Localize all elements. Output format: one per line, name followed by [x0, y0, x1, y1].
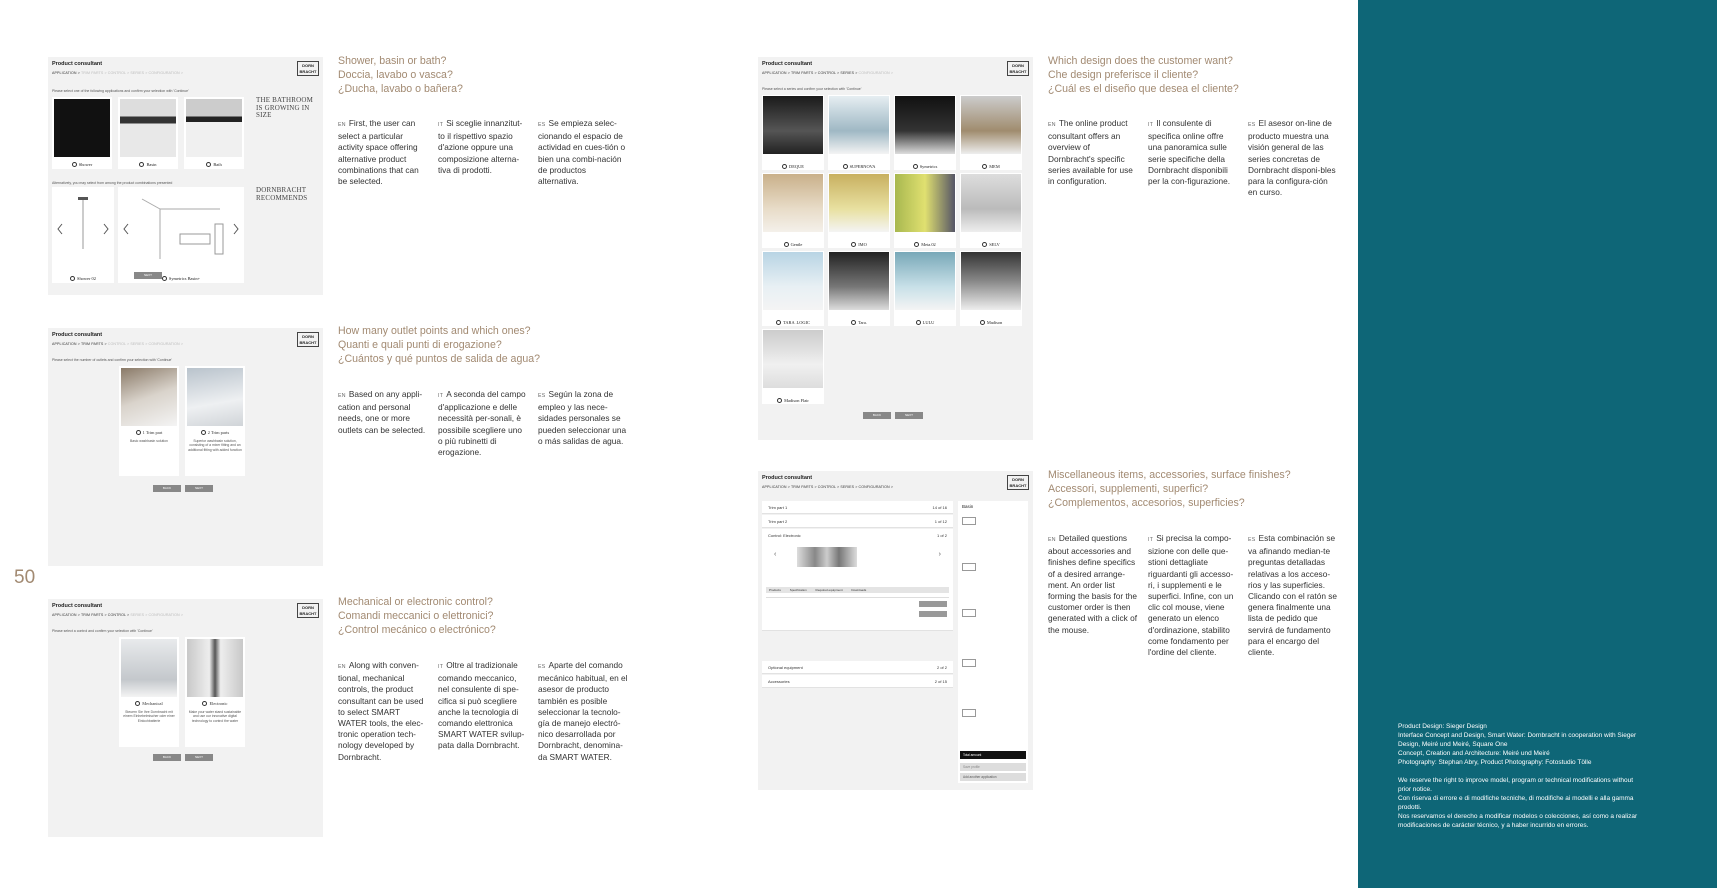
lang-tag: ES	[538, 664, 546, 670]
app-title: Product consultant	[52, 61, 103, 67]
question-es: ¿Complementos, accesorios, superficies?	[1048, 497, 1245, 509]
total-amount: Total amount	[960, 751, 1026, 759]
back-button[interactable]: BACK	[153, 754, 181, 761]
series-tile[interactable]	[762, 95, 824, 170]
radio-icon[interactable]	[913, 164, 918, 169]
choose-button[interactable]	[919, 611, 947, 617]
electronic-image	[187, 639, 243, 697]
body-text: Oltre al tradizionale comando meccanico, nel consulente di spe-cifica si può scegliere anche la tecnologia di comando elettronica SMART WATER svilup-pata dalla Dornbracht.	[438, 660, 525, 751]
screenshot-control	[48, 599, 323, 837]
crumb-trim: TRIM PARTS >	[80, 71, 107, 75]
option-1-trim[interactable]	[119, 366, 179, 476]
question-it: Quanti e quali punti di erogazione?	[338, 339, 502, 351]
series-tile[interactable]	[894, 173, 956, 248]
series-label: DEQUE	[789, 163, 804, 169]
crumb-application[interactable]: APPLICATION >	[52, 71, 80, 75]
shower-sketch-icon	[54, 189, 112, 267]
series-image	[763, 174, 823, 232]
lang-tag: IT	[438, 393, 444, 399]
question-es: ¿Ducha, lavabo o bañera?	[338, 83, 463, 95]
lang-tag: EN	[338, 393, 346, 399]
series-tile[interactable]	[828, 251, 890, 326]
crumb-series: SERIES >	[130, 342, 148, 346]
body-text: A seconda del campo d'applicazione e delle necessità per-sonali, è possibile scegliere uno o più rubinetti di erogazione.	[438, 389, 526, 458]
notice-line: We reserve the right to improve model, program or technical modifications without prior notice.	[1398, 777, 1634, 793]
series-tile[interactable]	[894, 95, 956, 170]
series-label: LULU	[922, 319, 935, 325]
text-it	[438, 389, 528, 458]
crumb-configuration: CONFIGURATION >	[148, 342, 184, 346]
accordion-row[interactable]	[762, 675, 953, 688]
lang-tag: ES	[1248, 122, 1256, 128]
tab-specification[interactable]: Specification	[789, 588, 807, 592]
series-tile[interactable]	[762, 173, 824, 248]
row-label: Trim part 2	[768, 519, 788, 524]
screenshot-trim-parts	[48, 328, 323, 566]
body-text: The online product consultant offers an overview of Dornbracht's specific series available for use in configuration.	[1048, 118, 1133, 187]
option-label: 1 Trim part	[142, 430, 163, 435]
series-tile[interactable]	[894, 251, 956, 326]
lang-tag: IT	[438, 122, 444, 128]
body-text: Esta combinación se va afinando median-te preguntas detalladas relativas a los acceso-rios y las superficies. Clicando con el ratón se genera finalmente una lista de pedido que servirá de fundamento para el encargo del cliente.	[1248, 533, 1338, 658]
option-label: 2 Trim parts	[207, 430, 230, 435]
series-image	[829, 96, 889, 154]
combo-symetrics-image	[120, 189, 242, 267]
series-label: Meta.02	[921, 241, 936, 247]
dornbracht-logo: DORN BRACHT	[1007, 61, 1029, 76]
body-text: Along with conven-tional, mechanical controls, the product consultant can be used to select SMART WATER tools, the elec-tronic operation tech-nology developed by Dornbracht.	[338, 660, 424, 762]
crumb-configuration: CONFIGURATION >	[148, 613, 184, 617]
crumb-trim[interactable]: TRIM PARTS >	[80, 613, 107, 617]
text-es	[538, 660, 628, 763]
section-question	[338, 324, 540, 366]
trim-2-image	[187, 368, 243, 426]
radio-icon[interactable]	[843, 164, 848, 169]
option-bath[interactable]	[184, 97, 244, 169]
radio-icon[interactable]	[914, 242, 919, 247]
crumb-trim[interactable]: TRIM PARTS >	[790, 485, 817, 489]
lang-tag: EN	[338, 664, 346, 670]
series-label: Madison	[986, 319, 1003, 325]
body-text: Si precisa la compo-sizione con delle que-stioni dettagliate riguardanti gli accesso-ri, i supplementi e le superfici. Infine, con un clic col mouse, viene generato un elenco d'ordinazione, stabilito come fondamento per l'ordine del cliente.	[1148, 533, 1234, 658]
crumb-configuration[interactable]: CONFIGURATION >	[858, 485, 894, 489]
row-label: Control: Electronic	[768, 533, 801, 538]
breadcrumb	[52, 342, 183, 346]
question-en: Shower, basin or bath?	[338, 55, 447, 67]
crumb-series[interactable]: SERIES >	[840, 71, 858, 75]
app-title: Product consultant	[762, 475, 813, 481]
combo-shower[interactable]	[52, 187, 114, 283]
radio-icon[interactable]	[776, 320, 781, 325]
question-it: Doccia, lavabo o vasca?	[338, 69, 453, 81]
basket-title: Basin	[962, 504, 974, 509]
accordion-row[interactable]	[762, 501, 953, 514]
radio-icon[interactable]	[784, 242, 789, 247]
question-it: Comandi meccanici o elettronici?	[338, 610, 494, 622]
option-desc: Superior washbasin solution, consisting of a mixer fitting and an additional fitting with added function	[188, 439, 242, 452]
body-text: Aparte del comando mecánico habitual, en el asesor de producto también es posible seleccionar la tecnolo-gía de manejo electró-nico desarrollada por Dornbracht, denomina-da SMART WATER.	[538, 660, 628, 762]
crumb-control: CONTROL >	[107, 342, 130, 346]
series-label: MEM	[989, 163, 1000, 169]
bathroom-sketch-icon	[120, 189, 242, 267]
chevron-right-icon[interactable]: ›	[938, 551, 941, 558]
screenshot-series	[758, 57, 1033, 440]
side-heading-bathroom: THE BATHROOM IS GROWING IN SIZE	[256, 96, 314, 119]
next-button[interactable]: NEXT	[895, 412, 923, 419]
section-question	[1048, 468, 1291, 510]
option-label: Bath	[213, 161, 222, 167]
series-label: IMO	[858, 241, 867, 247]
series-label: Tara.	[858, 319, 867, 325]
option-desc: Make your water stand sustainable and use our innovative digital technology to control the water	[188, 710, 242, 723]
mechanical-image	[121, 639, 177, 697]
radio-icon[interactable]	[70, 276, 75, 281]
breadcrumb	[52, 71, 183, 75]
series-image	[895, 174, 955, 232]
crumb-control[interactable]: CONTROL >	[107, 613, 130, 617]
series-tile[interactable]	[960, 251, 1022, 326]
series-image	[895, 252, 955, 310]
radio-icon[interactable]	[782, 164, 787, 169]
text-en	[1048, 533, 1138, 636]
option-label: Mechanical	[142, 701, 163, 706]
dornbracht-logo: DORN BRACHT	[297, 61, 319, 76]
notice-line: Nos reservamos el derecho a modificar modelos o colecciones, así como a realizar modificaciones de carácter técnico, y a haber incurrido en errores.	[1398, 813, 1638, 829]
notice-line: Con riserva di errore e di modifiche tecniche, di modifiche ai modelli e alla gamma prodotti.	[1398, 795, 1634, 811]
radio-icon[interactable]	[201, 430, 206, 435]
text-es	[538, 118, 628, 187]
text-en	[338, 660, 428, 763]
text-en	[338, 389, 428, 436]
instruction: Please select a control and confirm your selection with 'Continue'	[52, 629, 153, 633]
lang-tag: ES	[1248, 537, 1256, 543]
series-image	[961, 252, 1021, 310]
series-image	[829, 252, 889, 310]
radio-icon[interactable]	[777, 398, 782, 403]
back-button[interactable]: BACK	[153, 485, 181, 492]
save-profile-button[interactable]: Save profile	[960, 763, 1026, 771]
combo-shower-image	[54, 189, 112, 267]
body-text: El asesor on-line de producto muestra una visión general de las series concretas de Dornbracht disponi-bles para la configura-ción en curso.	[1248, 118, 1336, 198]
section-question	[1048, 54, 1239, 96]
question-it: Che design preferisce il cliente?	[1048, 69, 1199, 81]
series-image	[763, 252, 823, 310]
item-thumb	[962, 659, 976, 667]
series-image	[895, 96, 955, 154]
series-label: SELV	[989, 241, 1000, 247]
app-title: Product consultant	[52, 332, 103, 338]
credit-line: Product Design: Sieger Design	[1398, 723, 1487, 730]
crumb-configuration: CONFIGURATION >	[148, 71, 184, 75]
crumb-application[interactable]: APPLICATION >	[762, 71, 790, 75]
crumb-series: SERIES >	[130, 613, 148, 617]
row-count: 14 of 16	[932, 505, 947, 510]
option-desc: Basic washbasin solution	[130, 439, 168, 443]
lang-tag: IT	[1148, 122, 1154, 128]
lang-tag: EN	[1048, 122, 1056, 128]
body-text: Based on any appli-cation and personal needs, one or more outlets can be selected.	[338, 389, 426, 435]
body-text: Según la zona de empleo y las nece-sidades personales se pueden seleccionar una o más salidas de agua.	[538, 389, 627, 446]
tab-bar	[766, 587, 949, 593]
body-text: First, the user can select a particular activity space offering alternative product combinations that can be selected.	[338, 118, 419, 187]
text-es	[1248, 533, 1338, 658]
tab-required[interactable]: Required equipment	[815, 588, 843, 592]
radio-icon[interactable]	[982, 242, 987, 247]
option-mechanical[interactable]	[119, 637, 179, 747]
series-label: SUPERNOVA	[849, 163, 876, 169]
breadcrumb	[762, 71, 893, 75]
series-tile[interactable]	[762, 329, 824, 404]
side-heading-recommends: DORNBRACHT RECOMMENDS	[256, 186, 308, 202]
tab-products[interactable]: Products	[769, 588, 781, 592]
radio-icon[interactable]	[72, 162, 77, 167]
page-number: 50	[14, 567, 36, 588]
body-text: Detailed questions about accessories and finishes define specifics of a desired arrange-ment. An order list forming the basis for the customer order is then generated with a click of the mouse.	[1048, 533, 1138, 635]
radio-icon[interactable]	[135, 701, 140, 706]
dornbracht-logo: DORN BRACHT	[1007, 475, 1029, 490]
text-en	[338, 118, 428, 187]
text-es	[538, 389, 628, 447]
radio-icon[interactable]	[916, 320, 921, 325]
next-button[interactable]: NEXT	[185, 754, 213, 761]
accordion-row[interactable]	[762, 529, 953, 631]
add-application-button[interactable]: Add another application	[960, 773, 1026, 781]
option-2-trim[interactable]	[185, 366, 245, 476]
radio-icon[interactable]	[162, 276, 167, 281]
credit-line: Photography: Stephan Abry, Product Photography: Fotostudio Tölle	[1398, 759, 1592, 766]
row-count: 1 of 12	[934, 519, 947, 524]
product-image	[797, 547, 857, 567]
radio-icon[interactable]	[982, 164, 987, 169]
credits	[1398, 722, 1638, 830]
series-label: TARA .LOGIC	[783, 319, 810, 325]
question-es: ¿Control mecánico o electrónico?	[338, 624, 496, 636]
crumb-trim[interactable]: TRIM PARTS >	[790, 71, 817, 75]
section-question	[338, 595, 496, 637]
series-image	[763, 330, 823, 388]
body-text: Si sceglie innanzitut-to il rispettivo spazio d'azione oppure una composizione alterna-tiva di prodotti.	[438, 118, 523, 175]
crumb-control[interactable]: CONTROL >	[817, 485, 840, 489]
row-count: 2 of 15	[934, 679, 947, 684]
credit-line: Concept, Creation and Architecture: Meiré und Meiré	[1398, 750, 1550, 757]
row-count: 2 of 2	[936, 665, 947, 670]
basin-image	[120, 99, 176, 157]
item-thumb	[962, 609, 976, 617]
option-desc: Steuern Sie Ihre Dornbracht mit einem Einhebelmischer oder einer Einlochbatterie	[123, 710, 175, 723]
row-label: Trim part 1	[768, 505, 788, 510]
next-button[interactable]: NEXT	[134, 272, 162, 279]
app-title: Product consultant	[762, 61, 813, 67]
crumb-control[interactable]: CONTROL >	[817, 71, 840, 75]
item-thumb	[962, 517, 976, 525]
shower-image	[54, 99, 110, 157]
alt-instruction: Alternatively, you may select from among the product combinations presented	[52, 181, 173, 185]
accordion-row[interactable]	[762, 515, 953, 528]
series-image	[829, 174, 889, 232]
crumb-application[interactable]: APPLICATION >	[52, 613, 80, 617]
crumb-series: SERIES >	[130, 71, 148, 75]
lang-tag: IT	[438, 664, 444, 670]
series-tile[interactable]	[828, 173, 890, 248]
text-it	[438, 118, 528, 176]
chevron-left-icon[interactable]: ‹	[774, 551, 777, 558]
radio-icon[interactable]	[851, 242, 856, 247]
combo-label: Shower 02	[77, 275, 96, 281]
crumb-control: CONTROL >	[107, 71, 130, 75]
text-en	[1048, 118, 1138, 187]
option-basin[interactable]	[118, 97, 178, 169]
row-label: Accessories	[768, 679, 790, 684]
question-es: ¿Cuántos y qué puntos de salida de agua?	[338, 353, 541, 365]
text-it	[1148, 118, 1238, 187]
row-count: 1 of 2	[936, 533, 947, 538]
radio-icon[interactable]	[202, 701, 207, 706]
series-label: Gentle	[790, 241, 803, 247]
series-tile[interactable]	[960, 95, 1022, 170]
radio-icon[interactable]	[136, 430, 141, 435]
series-tile[interactable]	[828, 95, 890, 170]
section-question	[338, 54, 463, 96]
crumb-series[interactable]: SERIES >	[840, 485, 858, 489]
lang-tag: IT	[1148, 537, 1154, 543]
breadcrumb	[52, 613, 183, 617]
lang-tag: ES	[538, 122, 546, 128]
body-text: Il consulente di specifica online offre una panoramica sulle serie specifiche della Dornbracht disponibili per la con-figurazione.	[1148, 118, 1231, 187]
option-label: Basin	[146, 161, 157, 167]
accordion-row[interactable]	[762, 661, 953, 674]
question-it: Accessori, supplementi, superfici?	[1048, 483, 1209, 495]
basket-panel	[958, 501, 1028, 783]
breadcrumb	[762, 485, 893, 489]
question-en: Which design does the customer want?	[1048, 55, 1233, 67]
series-label: Madison Flair	[784, 397, 809, 403]
row-label: Optional equipment	[768, 665, 803, 670]
radio-icon[interactable]	[139, 162, 144, 167]
series-label: Symetrics	[919, 163, 938, 169]
back-button[interactable]: BACK	[863, 412, 891, 419]
question-en: Mechanical or electronic control?	[338, 596, 493, 608]
text-it	[438, 660, 528, 752]
trim-1-image	[121, 368, 177, 426]
instruction: Please select one of the following applications and confirm your selection with 'Continue'	[52, 89, 189, 93]
combo-symetrics[interactable]	[118, 187, 244, 283]
lang-tag: EN	[338, 122, 346, 128]
instruction: Please select a series and confirm your selection with 'Continue'	[762, 87, 862, 91]
text-it	[1148, 533, 1238, 658]
credit-line: Interface Concept and Design, Smart Water: Dornbracht in cooperation with Sieger Design, Meiré und Meiré, Square One	[1398, 732, 1637, 748]
series-image	[961, 96, 1021, 154]
question-en: How many outlet points and which ones?	[338, 325, 531, 337]
item-thumb	[962, 563, 976, 571]
next-button[interactable]: NEXT	[185, 485, 213, 492]
item-thumb	[962, 709, 976, 717]
text-es	[1248, 118, 1338, 198]
dornbracht-logo: DORN BRACHT	[297, 603, 319, 618]
lang-tag: ES	[538, 393, 546, 399]
radio-icon[interactable]	[851, 320, 856, 325]
option-label: Shower	[78, 161, 93, 167]
crumb-application[interactable]: APPLICATION >	[52, 342, 80, 346]
choose-button[interactable]	[919, 601, 947, 607]
option-label: Electronic	[209, 701, 228, 706]
question-es: ¿Cuál es el diseño que desea el cliente?	[1048, 83, 1239, 95]
question-en: Miscellaneous items, accessories, surface finishes?	[1048, 469, 1291, 481]
lang-tag: EN	[1048, 537, 1056, 543]
body-text: Se empieza selec-cionando el espacio de actividad en cues-tión o bien una combi-nación de productos alternativa.	[538, 118, 626, 187]
series-tile[interactable]	[960, 173, 1022, 248]
radio-icon[interactable]	[980, 320, 985, 325]
crumb-configuration: CONFIGURATION >	[858, 71, 894, 75]
option-electronic[interactable]	[185, 637, 245, 747]
app-title: Product consultant	[52, 603, 103, 609]
screenshot-application	[48, 57, 323, 295]
series-image	[763, 96, 823, 154]
bath-image	[186, 99, 242, 157]
dornbracht-logo: DORN BRACHT	[297, 332, 319, 347]
series-image	[961, 174, 1021, 232]
crumb-trim[interactable]: TRIM PARTS >	[80, 342, 107, 346]
series-tile[interactable]	[762, 251, 824, 326]
combo-label: Symetrics Basin+	[168, 275, 201, 281]
instruction: Please select the number of outlets and confirm your selection with 'Continue'	[52, 358, 173, 362]
radio-icon[interactable]	[206, 162, 211, 167]
crumb-application[interactable]: APPLICATION >	[762, 485, 790, 489]
tab-downloads[interactable]: Downloads	[851, 588, 867, 592]
screenshot-configuration	[758, 471, 1033, 790]
option-shower[interactable]	[52, 97, 112, 169]
